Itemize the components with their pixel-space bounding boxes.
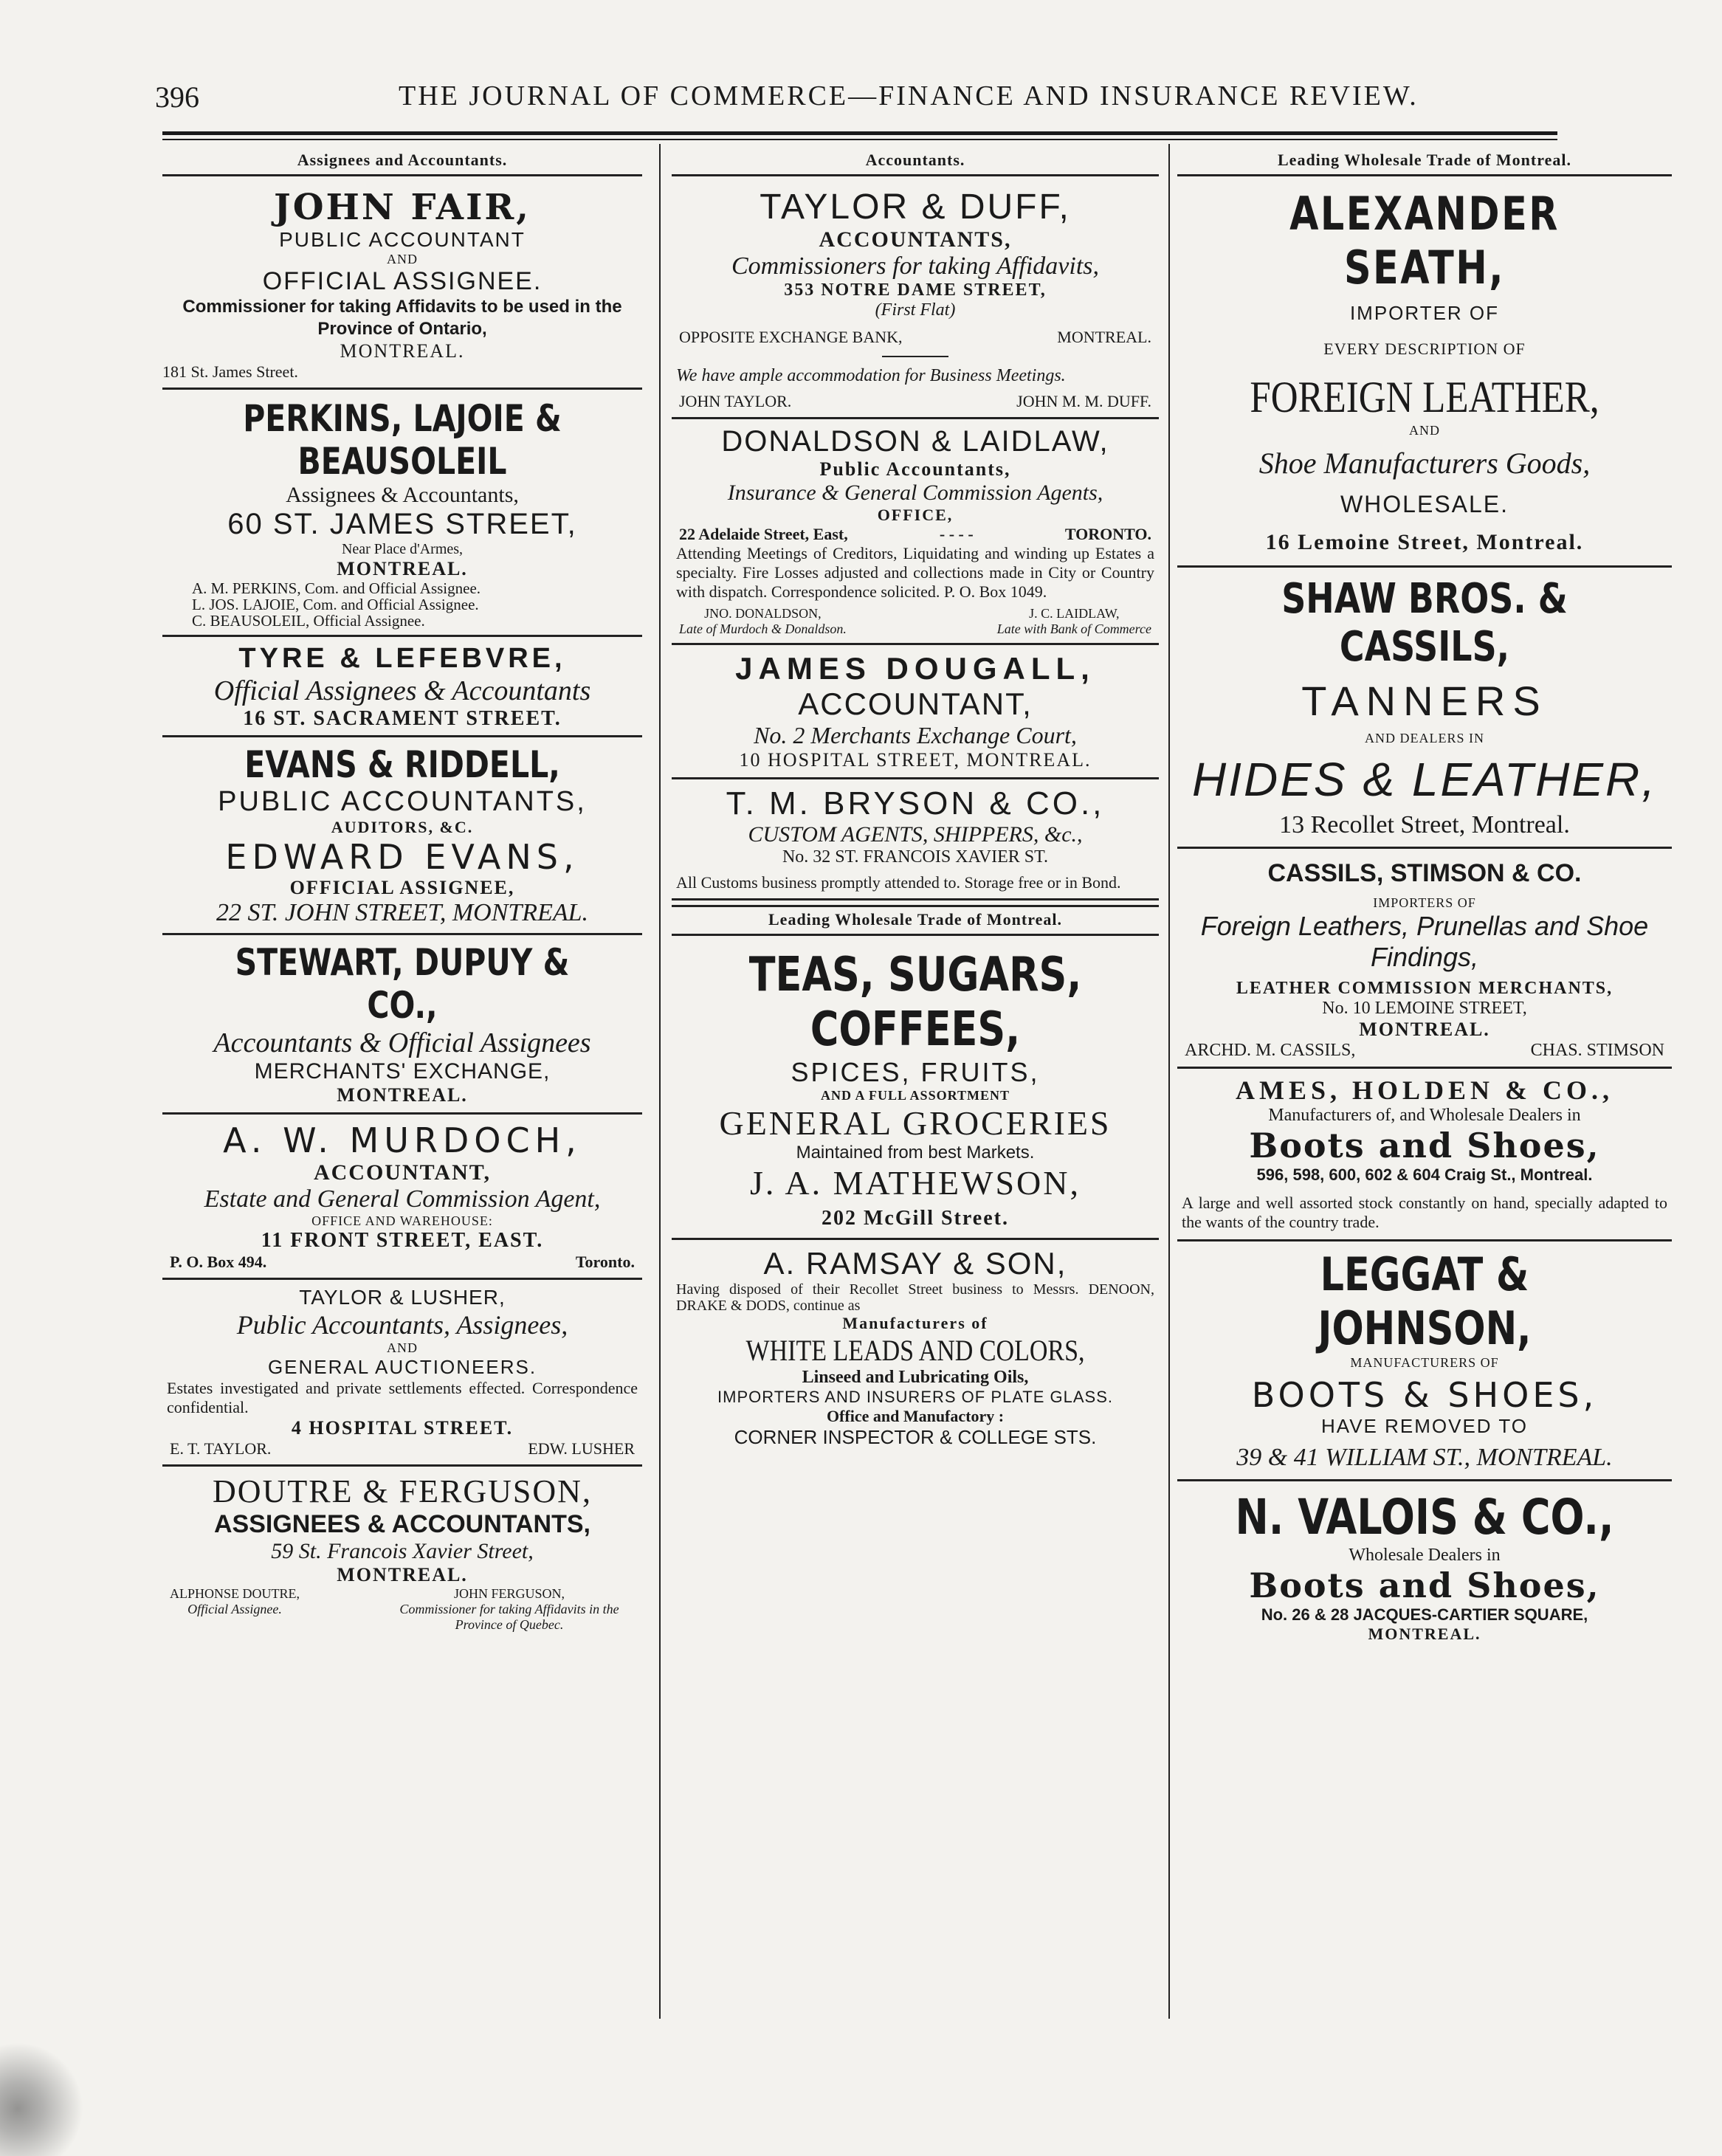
dealers-label: AND DEALERS IN <box>1365 731 1484 745</box>
location-row <box>672 328 1159 347</box>
header-rule <box>162 131 1557 135</box>
product: BOOTS & SHOES, <box>1251 1375 1598 1415</box>
address: 181 St. James Street. <box>162 362 298 381</box>
address: 22 ST. JOHN STREET, MONTREAL. <box>216 899 589 926</box>
partners-row <box>162 1439 642 1458</box>
person-name: EDWARD EVANS, <box>225 837 579 877</box>
address: 4 HOSPITAL STREET. <box>291 1417 514 1439</box>
ad-tyre-lefebvre <box>162 637 642 737</box>
description: A large and well assorted stock constantly on hand, specially adapted to the wants of the country trade. <box>1182 1194 1667 1231</box>
advertiser-role: Accountants & Official Assignees <box>213 1027 591 1058</box>
partner-2-name: J. C. LAIDLAW, <box>1029 606 1120 621</box>
description: Estates investigated and private settlements effected. Correspondence confidential. <box>167 1379 638 1416</box>
advertiser-name: LEGGAT & JOHNSON, <box>1318 1247 1532 1355</box>
ad-ramsay <box>672 1240 1159 1455</box>
advertiser-title: OFFICIAL ASSIGNEE. <box>262 267 543 295</box>
ad-ames-holden <box>1177 1069 1672 1241</box>
column-divider-2 <box>1168 144 1170 2019</box>
advertiser-role: ASSIGNEES & ACCOUNTANTS, <box>213 1510 591 1538</box>
ad-taylor-duff <box>672 176 1159 419</box>
partner-2 <box>384 1586 635 1633</box>
description: All Customs business promptly attended to. Storage free or in Bond. <box>676 873 1121 892</box>
advertiser-role: CUSTOM AGENTS, SHIPPERS, &c., <box>748 822 1083 847</box>
partner-3: C. BEAUSOLEIL, Official Assignee. <box>192 612 425 630</box>
advertiser-name: TAYLOR & LUSHER, <box>299 1286 506 1309</box>
advertiser-name: N. VALOIS & CO., <box>1235 1489 1614 1546</box>
partner-2: L. JOS. LAJOIE, Com. and Official Assignee. <box>192 596 479 613</box>
address-note: Near Place d'Armes, <box>341 541 464 557</box>
partner-2-note: Late with Bank of Commerce <box>996 621 1151 636</box>
advertiser-role: ACCOUNTANT, <box>313 1160 492 1185</box>
advertiser-name: SHAW BROS. & CASSILS, <box>1281 575 1568 671</box>
partner-1: JOHN TAYLOR. <box>679 392 792 410</box>
advertiser-name: DONALDSON & LAIDLAW, <box>721 425 1109 458</box>
city: MONTREAL. <box>337 558 468 579</box>
advertiser-role: Manufacturers of, and Wholesale Dealers in <box>1268 1106 1581 1125</box>
city: TORONTO. <box>1064 525 1151 543</box>
advertiser-name: ALEXANDER SEATH, <box>1289 187 1560 295</box>
wholesale-label: WHOLESALE. <box>1340 491 1509 517</box>
oils: Linseed and Lubricating Oils, <box>802 1368 1029 1387</box>
column-divider-1 <box>659 144 661 2019</box>
city: MONTREAL. <box>337 1564 468 1585</box>
address: 22 Adelaide Street, East, <box>679 525 848 543</box>
advertiser-name: EVANS & RIDDELL, <box>244 743 560 786</box>
partner-1-title: Official Assignee. <box>187 1602 282 1616</box>
advertiser-name: JOHN FAIR, <box>273 187 531 228</box>
product-2: Shoe Manufacturers Goods, <box>1258 447 1591 480</box>
po-box: P. O. Box 494. <box>170 1253 267 1271</box>
partner-2: EDW. LUSHER <box>528 1439 635 1458</box>
column-accountants <box>672 148 1159 1455</box>
office-label: Office and Manufactory : <box>826 1407 1005 1425</box>
conjunction: AND <box>387 1340 418 1355</box>
city: MONTREAL. <box>1359 1019 1490 1040</box>
commission-note: Commissioner for taking Affidavits to be used in the Province of Ontario, <box>182 297 622 339</box>
advertiser-role: Official Assignees & Accountants <box>213 675 591 706</box>
advertiser-role: Wholesale Dealers in <box>1349 1546 1501 1565</box>
advertiser-role: IMPORTERS OF <box>1373 895 1476 910</box>
address: No. 10 LEMOINE STREET, <box>1322 999 1527 1018</box>
section-heading: Leading Wholesale Trade of Montreal. <box>1177 148 1672 176</box>
advertiser-name: STEWART, DUPUY & CO., <box>235 941 570 1027</box>
address-row <box>672 525 1159 544</box>
partner-1-name: ALPHONSE DOUTRE, <box>170 1586 300 1601</box>
advertiser-role: ACCOUNTANTS, <box>819 227 1012 252</box>
column-wholesale <box>1177 148 1672 1650</box>
address: 10 HOSPITAL STREET, MONTREAL. <box>739 749 1092 771</box>
advertiser-name: DOUTRE & FERGUSON, <box>213 1473 592 1509</box>
ad-donaldson-laidlaw <box>672 419 1159 645</box>
ornament-rule <box>882 356 948 357</box>
partners-row <box>672 392 1159 411</box>
advertiser-role: Assignees & Accountants, <box>286 483 519 507</box>
dashes: - - - - <box>939 525 974 543</box>
advertiser-role: PUBLIC ACCOUNTANTS, <box>218 786 587 817</box>
ad-mathewson <box>672 936 1159 1240</box>
importers: IMPORTERS AND INSURERS OF PLATE GLASS. <box>717 1388 1113 1406</box>
city: MONTREAL. <box>1057 328 1151 346</box>
product: WHITE LEADS AND COLORS, <box>745 1334 1085 1367</box>
description: Attending Meetings of Creditors, Liquidating and winding up Estates a specialty. Fire Losses adjusted and collections made in City or Country with dispatch. Correspondence solicited. P. O. Box 1049. <box>676 544 1154 601</box>
advertiser-role-2: LEATHER COMMISSION MERCHANTS, <box>1236 979 1613 998</box>
address: 202 McGill Street. <box>822 1207 1009 1230</box>
address: 60 ST. JAMES STREET, <box>227 508 577 540</box>
address: No. 26 & 28 JACQUES-CARTIER SQUARE, <box>1261 1605 1588 1624</box>
moved-label: HAVE REMOVED TO <box>1321 1415 1528 1437</box>
partner-1: E. T. TAYLOR. <box>170 1439 272 1458</box>
advertiser-name: PERKINS, LAJOIE & BEAUSOLEIL <box>243 397 562 483</box>
city: MONTREAL. <box>340 340 465 362</box>
address: 596, 598, 600, 602 & 604 Craig St., Montreal. <box>1256 1165 1593 1184</box>
ad-perkins-lajoie <box>162 390 642 637</box>
city: MONTREAL. <box>337 1084 468 1106</box>
address: MERCHANTS' EXCHANGE, <box>254 1059 551 1084</box>
partner-2 <box>997 606 1151 637</box>
product: Boots and Shoes, <box>1249 1566 1600 1605</box>
column-assignees <box>162 148 642 1639</box>
commission-note: Commissioners for taking Affidavits, <box>731 252 1100 280</box>
line-2: SPICES, FRUITS, <box>791 1057 1040 1087</box>
advertiser-name: J. A. MATHEWSON, <box>750 1164 1081 1202</box>
ad-taylor-lusher <box>162 1280 642 1467</box>
partners-row <box>1177 1041 1672 1061</box>
partner-1-name: JNO. DONALDSON, <box>704 606 822 621</box>
partners-row <box>672 606 1159 637</box>
partner-2: CHAS. STIMSON <box>1530 1041 1664 1060</box>
partner-2: JOHN M. M. DUFF. <box>1016 392 1151 410</box>
partner-2-title: Commissioner for taking Affidavits in the Province of Quebec. <box>399 1602 619 1632</box>
line-3: AND A FULL ASSORTMENT <box>821 1088 1010 1103</box>
partner-1: A. M. PERKINS, Com. and Official Assignee. <box>192 579 481 597</box>
advertiser-role-2: GENERAL AUCTIONEERS. <box>267 1356 537 1378</box>
product: FOREIGN LEATHER, <box>1250 373 1599 421</box>
ad-alexander-seath <box>1177 176 1672 568</box>
advertiser-name: CASSILS, STIMSON & CO. <box>1267 859 1582 887</box>
partners-row <box>162 1586 642 1633</box>
headline: TEAS, SUGARS, COFFEES, <box>748 948 1082 1057</box>
court: No. 2 Merchants Exchange Court, <box>754 722 1077 748</box>
advertiser-role: PUBLIC ACCOUNTANT <box>279 228 526 251</box>
section-heading: Assignees and Accountants. <box>162 148 642 176</box>
floor: (First Flat) <box>875 300 956 320</box>
partner-1: ARCHD. M. CASSILS, <box>1185 1041 1356 1060</box>
advertiser-agent: Estate and General Commission Agent, <box>204 1185 601 1213</box>
note: We have ample accommodation for Business Meetings. <box>676 366 1066 385</box>
advertiser-role: Public Accountants, Assignees, <box>236 1310 568 1340</box>
address: 39 & 41 WILLIAM ST., MONTREAL. <box>1236 1444 1613 1471</box>
address: CORNER INSPECTOR & COLLEGE STS. <box>734 1426 1097 1448</box>
advertiser-name: TYRE & LEFEBVRE, <box>238 643 566 674</box>
product: Foreign Leathers, Prunellas and Shoe Findings, <box>1200 911 1649 972</box>
advertiser-agents: Insurance & General Commission Agents, <box>727 481 1103 505</box>
ad-leggat-johnson <box>1177 1241 1672 1481</box>
description: EVERY DESCRIPTION OF <box>1323 340 1526 358</box>
ad-bryson <box>672 779 1159 900</box>
advertiser-role: TANNERS <box>1301 678 1548 724</box>
advertiser-name: TAYLOR & DUFF, <box>760 187 1071 227</box>
ad-stewart-dupuy <box>162 935 642 1115</box>
ad-shaw-cassils <box>1177 568 1672 849</box>
description: Having disposed of their Recollet Street business to Messrs. DENOON, DRAKE & DODS, continue as <box>676 1281 1154 1314</box>
line-4: GENERAL GROCERIES <box>719 1104 1112 1142</box>
opposite: OPPOSITE EXCHANGE BANK, <box>679 328 903 346</box>
page-header <box>155 80 1557 124</box>
advertiser-role: Public Accountants, <box>819 458 1011 480</box>
advertiser-role: MANUFACTURERS OF <box>1350 1355 1499 1370</box>
partner-2-name: JOHN FERGUSON, <box>453 1586 565 1601</box>
ad-valois <box>1177 1481 1672 1650</box>
address: 11 FRONT STREET, EAST. <box>261 1229 544 1252</box>
header-rule-thin <box>162 139 1557 140</box>
advertiser-name: AMES, HOLDEN & CO., <box>1235 1075 1614 1105</box>
ad-james-dougall <box>672 645 1159 779</box>
person-title: OFFICIAL ASSIGNEE, <box>289 877 515 898</box>
conjunction: AND <box>1409 423 1440 438</box>
section-heading-2: Leading Wholesale Trade of Montreal. <box>672 905 1159 936</box>
product: Boots and Shoes, <box>1249 1126 1600 1165</box>
address: 13 Recollet Street, Montreal. <box>1279 811 1570 838</box>
partner-1 <box>170 1586 300 1633</box>
page-number: 396 <box>155 80 199 114</box>
section-heading: Accountants. <box>672 148 1159 176</box>
partner-1 <box>679 606 847 637</box>
product: HIDES & LEATHER, <box>1191 753 1658 806</box>
address: 16 ST. SACRAMENT STREET. <box>243 707 562 730</box>
journal-title: THE JOURNAL OF COMMERCE—FINANCE AND INSURANCE REVIEW. <box>399 80 1419 111</box>
office-label: OFFICE, <box>877 506 954 524</box>
office-label: OFFICE AND WAREHOUSE: <box>311 1213 493 1228</box>
advertiser-name: A. RAMSAY & SON, <box>763 1246 1067 1281</box>
address: 353 NOTRE DAME STREET, <box>784 280 1047 300</box>
box-row <box>162 1253 642 1272</box>
address: No. 32 ST. FRANCOIS XAVIER ST. <box>782 847 1049 867</box>
advertiser-name: A. W. MURDOCH, <box>223 1120 582 1160</box>
ad-john-fair <box>162 176 642 390</box>
city: MONTREAL. <box>1368 1625 1481 1643</box>
address: 59 St. Francois Xavier Street, <box>271 1539 534 1563</box>
ad-cassils-stimson <box>1177 849 1672 1069</box>
ad-evans-riddell <box>162 737 642 935</box>
advertiser-role: IMPORTER OF <box>1349 302 1500 324</box>
advertiser-name: JAMES DOUGALL, <box>735 651 1095 686</box>
address: 16 Lemoine Street, Montreal. <box>1265 530 1584 554</box>
advertiser-services: AUDITORS, &C. <box>331 818 474 836</box>
partner-1-note: Late of Murdoch & Donaldson. <box>679 621 847 636</box>
line-5: Maintained from best Markets. <box>796 1143 1035 1163</box>
advertiser-role: ACCOUNTANT, <box>798 686 1033 721</box>
advertiser-name: T. M. BRYSON & CO., <box>726 785 1105 822</box>
ad-murdoch <box>162 1115 642 1280</box>
page-edge-smudge <box>0 2037 89 2156</box>
ad-doutre-ferguson <box>162 1467 642 1639</box>
city: Toronto. <box>575 1253 635 1271</box>
conjunction: AND <box>387 252 418 266</box>
manufacturers-label: Manufacturers of <box>842 1314 988 1332</box>
